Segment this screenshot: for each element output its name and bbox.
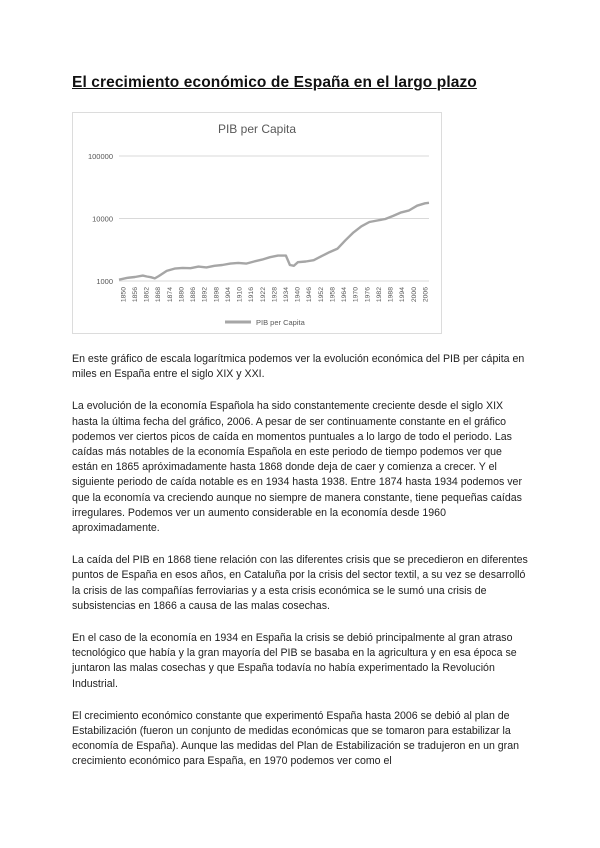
x-tick-label: 1994 xyxy=(399,287,407,303)
paragraph: En el caso de la economía en 1934 en España la crisis se debió principalmente al gran atraso tecnológico que había y la gran mayoría del PIB se basaba en la agricultura y en esa época se juntaron las malas cosechas y que España todavía no había experimentado la Revolución Industrial. xyxy=(72,632,517,690)
x-tick-label: 1850 xyxy=(120,287,128,303)
x-tick-label: 1988 xyxy=(387,287,395,303)
chart-container xyxy=(72,112,442,334)
x-tick-label: 1892 xyxy=(201,287,209,303)
x-tick-label: 1856 xyxy=(132,287,140,303)
x-tick-label: 1862 xyxy=(143,287,151,303)
y-tick-label: 1000 xyxy=(96,277,113,286)
x-tick-label: 2000 xyxy=(410,287,418,303)
x-tick-label: 1904 xyxy=(224,287,232,303)
x-tick-label: 1970 xyxy=(352,287,360,303)
x-tick-label: 1946 xyxy=(306,287,314,303)
paragraph: La caída del PIB en 1868 tiene relación con las diferentes crisis que se precedieron en diferentes puntos de España en esos años, en Cataluña por la crisis del sector textil, a su vez se desarrolló la crisis de las compañías ferroviarias y a esta crisis económica se le sumó una crisis de subsistencias en 1866 a causa de las malas cosechas. xyxy=(72,554,528,612)
x-tick-label: 1898 xyxy=(213,287,221,303)
x-tick-label: 1940 xyxy=(294,287,302,303)
x-tick-label: 1874 xyxy=(166,287,174,303)
pib-chart xyxy=(73,113,441,333)
x-tick-label: 1976 xyxy=(364,287,372,303)
x-tick-label: 1886 xyxy=(190,287,198,303)
x-tick-label: 1880 xyxy=(178,287,186,303)
y-tick-label: 100000 xyxy=(87,152,113,161)
x-tick-label: 1868 xyxy=(155,287,163,303)
x-tick-label: 1910 xyxy=(236,287,244,303)
legend-label: PIB per Capita xyxy=(256,318,305,327)
series-line-pib-per-capita xyxy=(119,203,429,280)
paragraph: La evolución de la economía Española ha sido constantemente creciente desde el siglo XIX hasta la última fecha del gráfico, 2006. A pesar de ser continuamente constante en el gráfico podemos ver ciertos picos de caída en momentos puntuales a lo largo de todo el periodo. Las caídas más notables de la economía Española en este periodo de tiempo podemos ver que están en 1865 apróximadamente hasta 1868 donde deja de caer y comienza a crecer. Y el siguiente periodo de caída notable es en 1934 hasta 1938. Entre 1874 hasta 1934 podemos ver que la economía va creciendo aunque no siempre de manera constante, tiene pequeñas caídas irregulares. Podemos ver un aumento considerable en la economía desde 1960 aproximadamente. xyxy=(72,400,522,535)
x-tick-label: 1964 xyxy=(341,287,349,303)
x-tick-label: 1934 xyxy=(283,287,291,303)
body-text xyxy=(72,352,530,787)
x-tick-label: 1958 xyxy=(329,287,337,303)
x-tick-label: 1952 xyxy=(317,287,325,303)
y-tick-label: 10000 xyxy=(92,214,113,224)
x-tick-label: 1916 xyxy=(248,287,256,303)
chart-title: PIB per Capita xyxy=(217,122,297,136)
chart-legend xyxy=(225,318,306,327)
page-title: El crecimiento económico de España en el largo plazo xyxy=(72,74,477,91)
paragraph: El crecimiento económico constante que experimentó España hasta 2006 se debió al plan de Estabilización (fueron un conjunto de medidas económicas que se tomaron para estabilizar la economía de España). Aunque las medidas del Plan de Estabilización se tradujeron en un gran crecimiento económico para España, en 1970 podemos ver como el xyxy=(72,709,519,768)
x-tick-label: 1922 xyxy=(259,287,267,303)
paragraph: En este gráfico de escala logarítmica podemos ver la evolución económica del PIB per cápita en miles en España entre el siglo XIX y XXI. xyxy=(72,353,525,381)
x-tick-label: 1982 xyxy=(375,287,383,303)
x-tick-label: 1928 xyxy=(271,287,279,303)
x-tick-label: 2006 xyxy=(422,287,430,303)
